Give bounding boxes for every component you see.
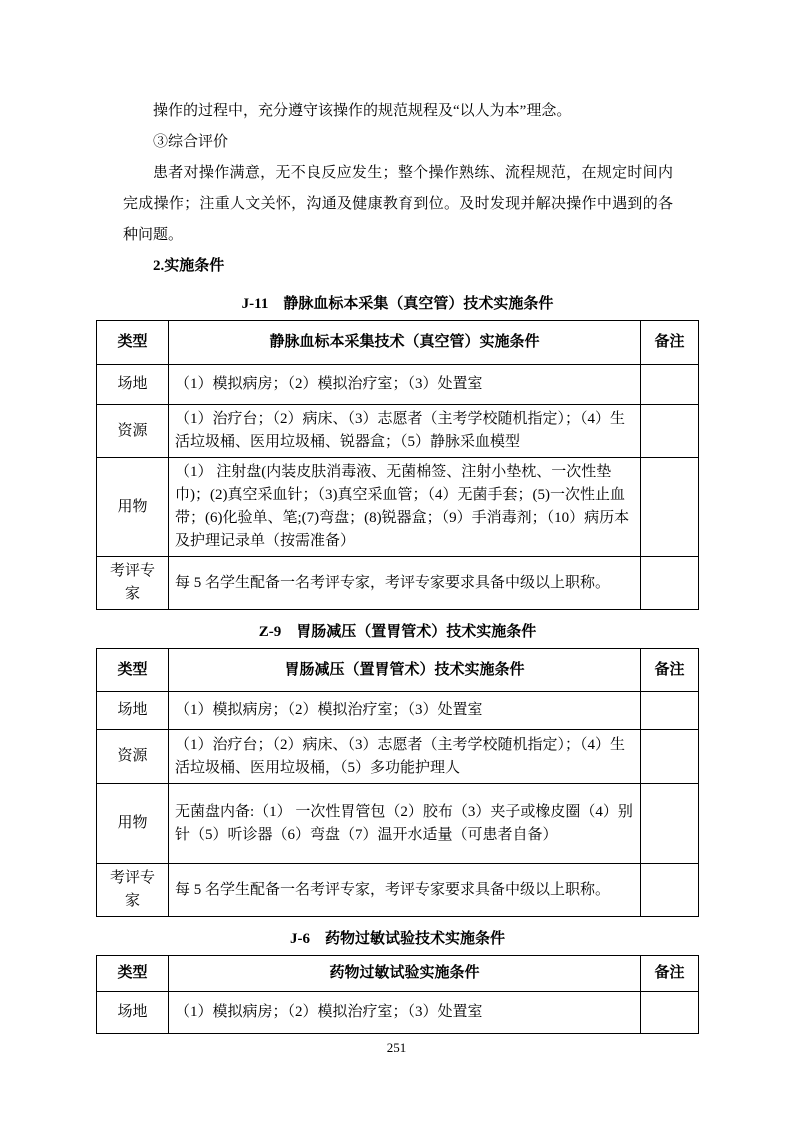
header-cell-note: 备注	[641, 649, 699, 692]
table-row	[97, 557, 699, 610]
cell-content: （1）治疗台；（2）病床、（3）志愿者（主考学校随机指定）；（4）生活垃圾桶、医用垃圾桶、锐器盒；（5）静脉采血模型	[169, 405, 641, 458]
cell-content: 每 5 名学生配备一名考评专家，考评专家要求具备中级以上职称。	[169, 557, 641, 610]
condition-table	[96, 648, 699, 917]
cell-type: 场地	[97, 992, 169, 1034]
body-paragraph: 患者对操作满意，无不良反应发生；整个操作熟练、流程规范，在规定时间内完成操作；注重人文关怀，沟通及健康教育到位。及时发现并解决操作中遇到的各种问题。	[123, 165, 673, 243]
table-title: J-6 药物过敏试验技术实施条件	[290, 931, 505, 947]
cell-content: 无菌盘内备:（1） 一次性胃管包（2）胶布（3）夹子或橡皮圈（4）别针（5）听诊器（6）弯盘（7）温开水适量（可患者自备）	[169, 784, 641, 864]
table-header-row	[97, 956, 699, 992]
cell-note	[641, 692, 699, 730]
header-cell-type: 类型	[97, 649, 169, 692]
cell-type: 用物	[97, 458, 169, 557]
cell-content: （1）治疗台；（2）病床、（3）志愿者（主考学校随机指定）；（4）生活垃圾桶、医用垃圾桶，（5）多功能护理人	[169, 730, 641, 784]
cell-note	[641, 992, 699, 1034]
header-cell-note: 备注	[641, 956, 699, 992]
cell-note	[641, 557, 699, 610]
table-row	[97, 365, 699, 405]
cell-type: 场地	[97, 692, 169, 730]
cell-type: 考评专家	[97, 864, 169, 917]
table-row	[97, 784, 699, 864]
page-number: 251	[386, 1040, 407, 1055]
table-row	[97, 405, 699, 458]
condition-table	[96, 955, 699, 1034]
body-paragraph: 操作的过程中，充分遵守该操作的规范规程及“以人为本”理念。	[153, 103, 572, 119]
cell-type: 场地	[97, 365, 169, 405]
body-paragraph: ③综合评价	[153, 134, 229, 150]
header-cell-condition: 静脉血标本采集技术（真空管）实施条件	[169, 321, 641, 365]
header-cell-note: 备注	[641, 321, 699, 365]
cell-content: （1）模拟病房；（2）模拟治疗室；（3）处置室	[169, 992, 641, 1034]
cell-note	[641, 784, 699, 864]
cell-note	[641, 458, 699, 557]
header-cell-condition: 胃肠减压（置胃管术）技术实施条件	[169, 649, 641, 692]
table-title: J-11 静脉血标本采集（真空管）技术实施条件	[241, 296, 554, 312]
cell-type: 用物	[97, 784, 169, 864]
body-text	[0, 0, 793, 282]
cell-content: （1） 注射盘(内装皮肤消毒液、无菌棉签、注射小垫枕、一次性垫巾)；(2)真空采血针；（3)真空采血管；（4）无菌手套；(5)一次性止血带；(6)化验单、笔;(7)弯盘；(8)锐器盒；（9）手消毒剂；（10）病历本及护理记录单（按需准备）	[169, 458, 641, 557]
table-section-z9	[96, 620, 699, 917]
table-section-j11	[96, 292, 699, 610]
header-cell-type: 类型	[97, 321, 169, 365]
cell-note	[641, 365, 699, 405]
table-title: Z-9 胃肠减压（置胃管术）技术实施条件	[258, 624, 537, 640]
table-header-row	[97, 649, 699, 692]
cell-type: 考评专家	[97, 557, 169, 610]
section-heading: 2.实施条件	[153, 258, 225, 274]
table-row	[97, 992, 699, 1034]
table-row	[97, 864, 699, 917]
header-cell-condition: 药物过敏试验实施条件	[169, 956, 641, 992]
cell-content: （1）模拟病房；（2）模拟治疗室；（3）处置室	[169, 692, 641, 730]
cell-note	[641, 864, 699, 917]
cell-content: 每 5 名学生配备一名考评专家，考评专家要求具备中级以上职称。	[169, 864, 641, 917]
condition-table	[96, 320, 699, 610]
cell-content: （1）模拟病房；（2）模拟治疗室；（3）处置室	[169, 365, 641, 405]
table-row	[97, 458, 699, 557]
table-header-row	[97, 321, 699, 365]
table-section-j6	[96, 927, 699, 1034]
cell-note	[641, 405, 699, 458]
cell-note	[641, 730, 699, 784]
header-cell-type: 类型	[97, 956, 169, 992]
cell-type: 资源	[97, 405, 169, 458]
table-row	[97, 692, 699, 730]
table-row	[97, 730, 699, 784]
cell-type: 资源	[97, 730, 169, 784]
